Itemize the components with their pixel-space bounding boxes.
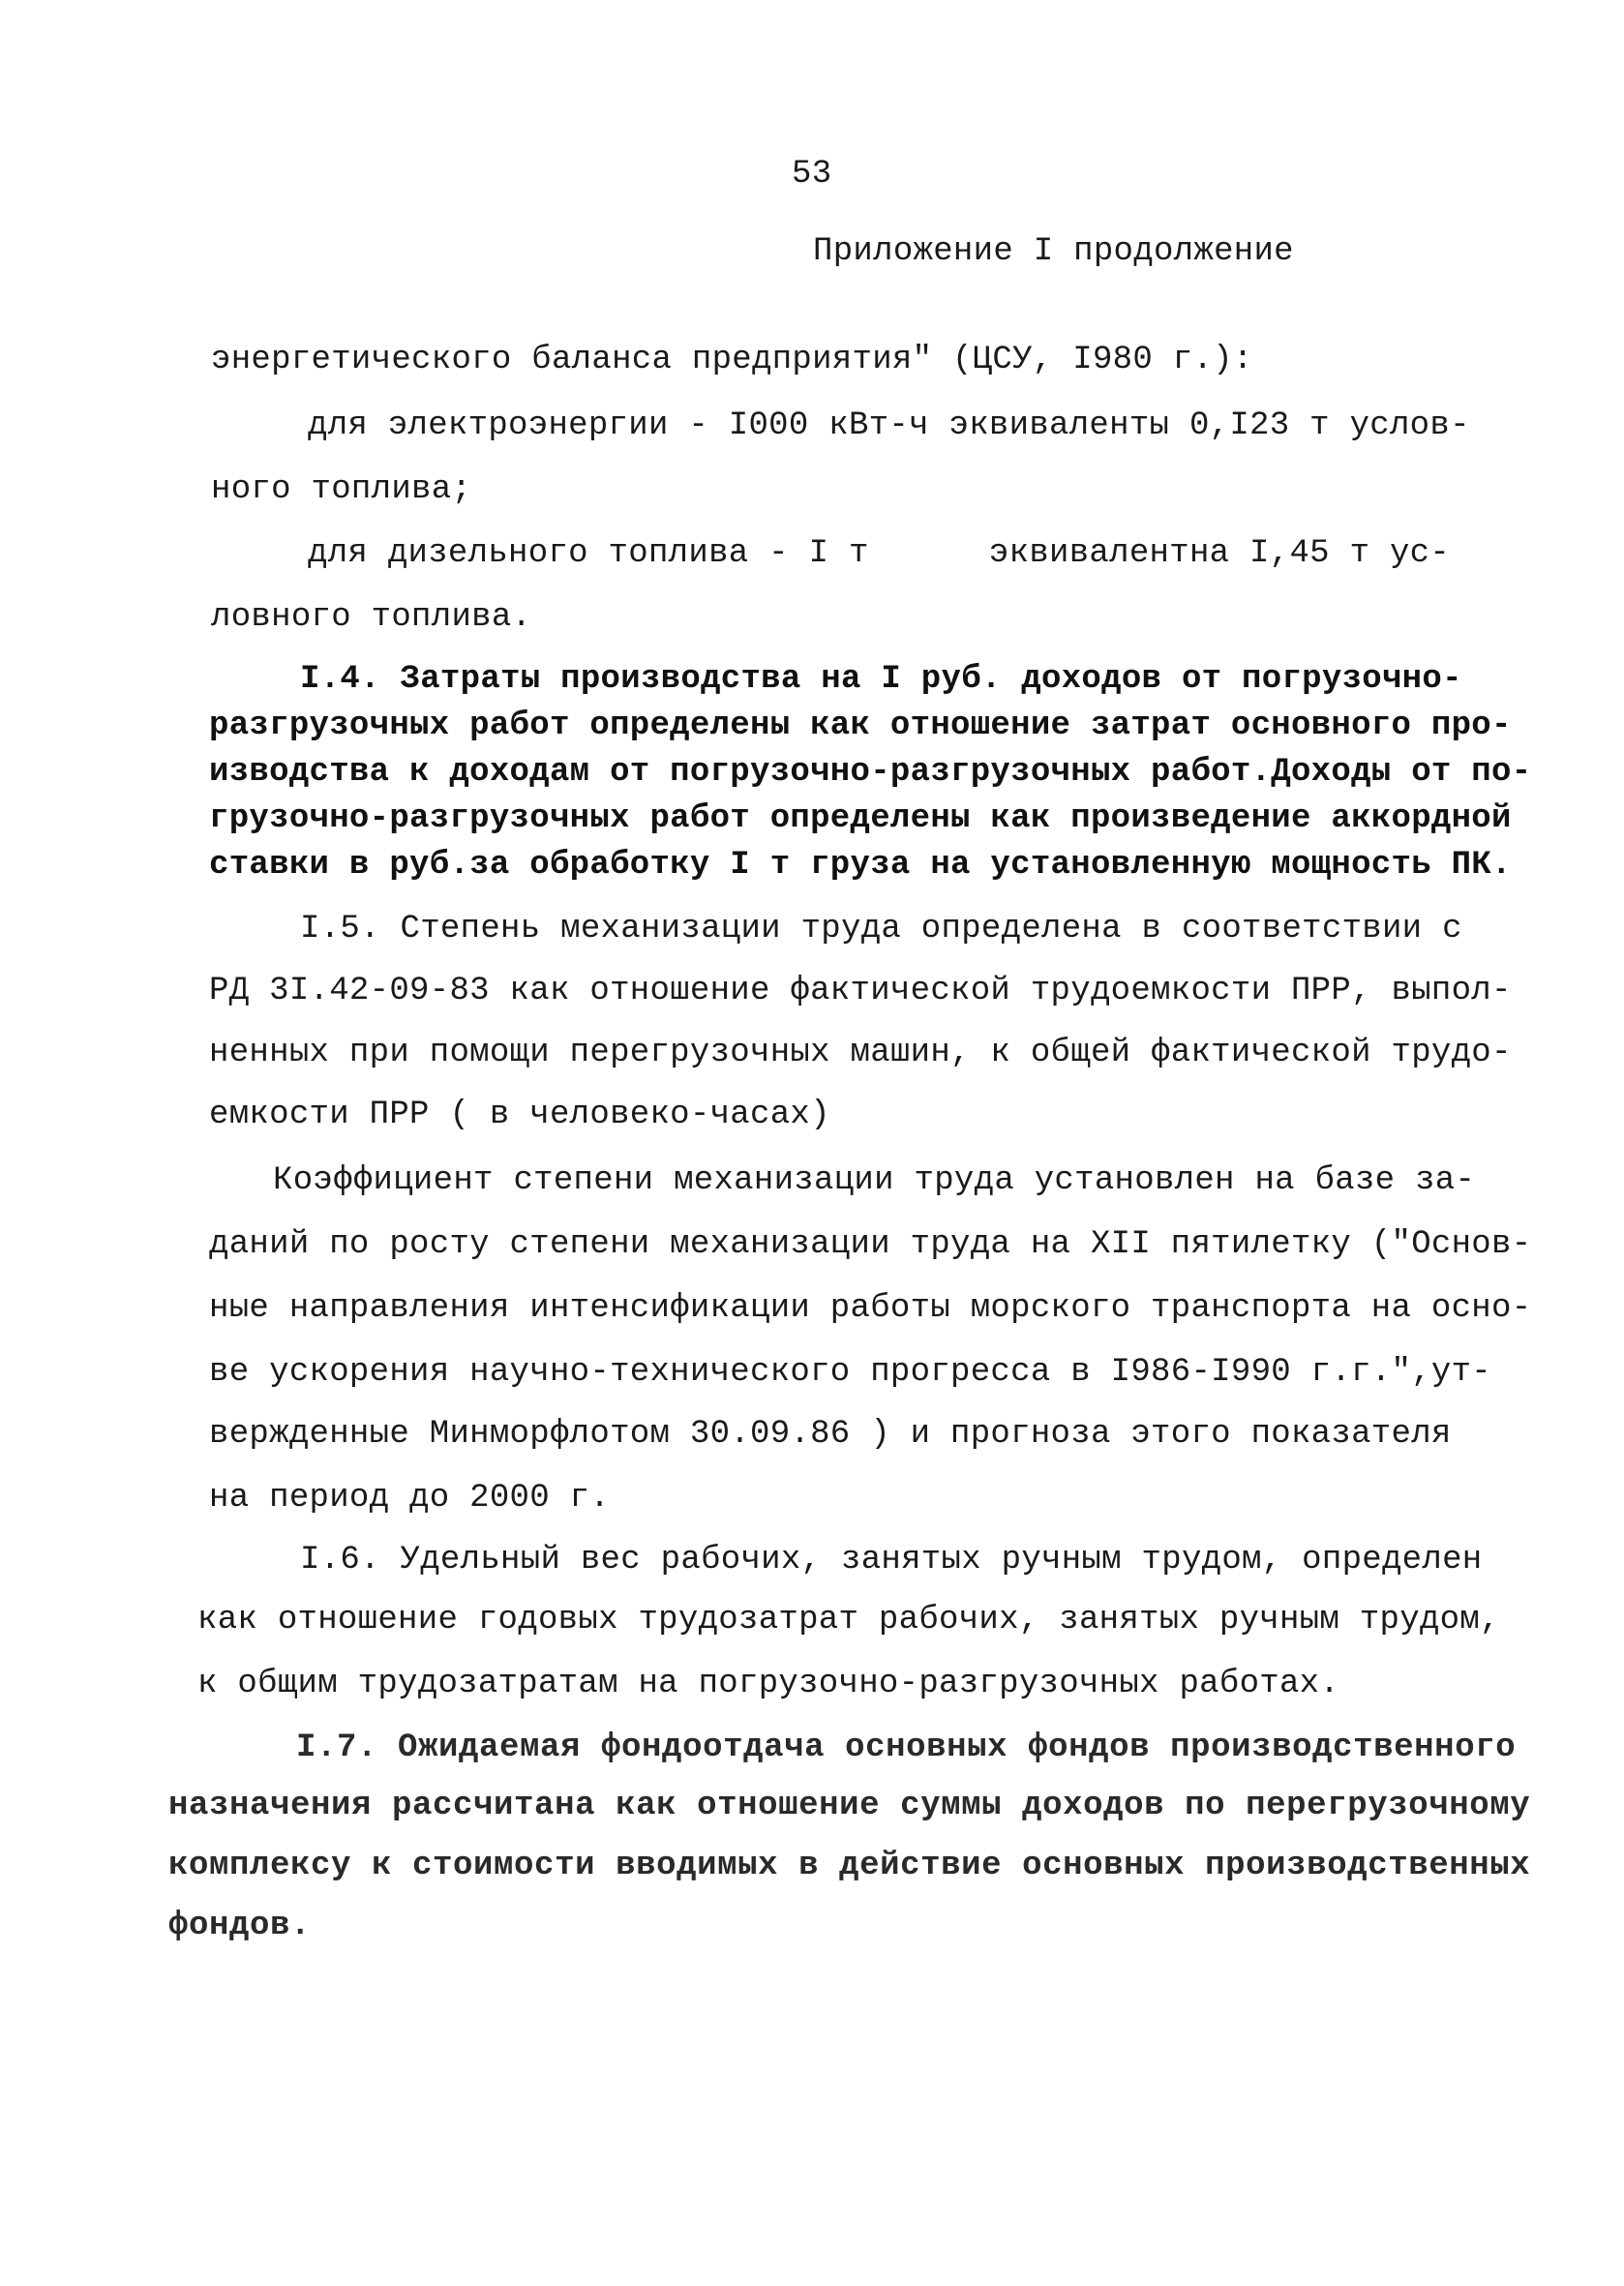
section-1-4-line-1: I.4. Затраты производства на I руб. доходов от погрузочно- [300,661,1462,698]
section-1-5-line-6: даний по росту степени механизации труда на XII пятилетку ("Основ- [209,1226,1532,1263]
section-1-7-line-4: фондов. [168,1908,312,1944]
section-1-5-line-2: РД 3I.42-09-83 как отношение фактической трудоемкости ПРР, выпол- [209,973,1512,1009]
section-1-4-line-2: разгрузочных работ определены как отношение затрат основного про- [209,707,1512,744]
section-1-7-line-3: комплексу к стоимости вводимых в действие основных производственных [168,1848,1531,1884]
section-1-6-line-2: как отношение годовых трудозатрат рабочих, занятых ручным трудом, [197,1602,1500,1639]
section-1-6-line-3: к общим трудозатратам на погрузочно-разгрузочных работах. [197,1666,1340,1702]
section-1-7-line-2: назначения рассчитана как отношение суммы доходов по перегрузочному [168,1788,1531,1824]
section-1-5-line-9: вержденные Минморфлотом 30.09.86 ) и прогноза этого показателя [209,1416,1452,1453]
section-1-7-line-1: I.7. Ожидаемая фондоотдача основных фондов производственного [296,1730,1517,1766]
appendix-header: Приложение I продолжение [813,233,1294,270]
section-1-4-line-5: ставки в руб.за обработку I т груза на установленную мощность ПК. [209,847,1512,884]
section-1-5-line-5: Коэффициент степени механизации труда установлен на базе за- [273,1162,1476,1199]
intro-line-5: ловного топлива. [211,599,532,636]
section-1-5-line-8: ве ускорения научно-технического прогресса в I986-I990 г.г.",ут- [209,1354,1492,1391]
section-1-5-line-1: I.5. Степень механизации труда определена в соответствии с [300,911,1462,947]
section-1-6-line-1: I.6. Удельный вес рабочих, занятых ручным трудом, определен [300,1542,1483,1579]
section-1-5-line-10: на период до 2000 г. [209,1480,611,1517]
section-1-5-line-3: ненных при помощи перегрузочных машин, к общей фактической трудо- [209,1035,1512,1071]
page-number: 53 [792,156,832,193]
intro-line-4: для дизельного топлива - I т эквивалентна I,45 т ус- [308,535,1451,572]
intro-line-3: ного топлива; [211,471,472,508]
section-1-5-line-4: емкости ПРР ( в человеко-часах) [209,1097,830,1133]
section-1-4-line-3: изводства к доходам от погрузочно-разгрузочных работ.Доходы от по- [209,754,1532,791]
intro-line-1: энергетического баланса предприятия" (ЦСУ, I980 г.): [211,342,1253,378]
section-1-5-line-7: ные направления интенсификации работы морского транспорта на осно- [209,1290,1532,1327]
intro-line-2: для электроэнергии - I000 кВт-ч эквиваленты 0,I23 т услов- [308,407,1470,444]
section-1-4-line-4: грузочно-разгрузочных работ определены как произведение аккордной [209,800,1512,837]
